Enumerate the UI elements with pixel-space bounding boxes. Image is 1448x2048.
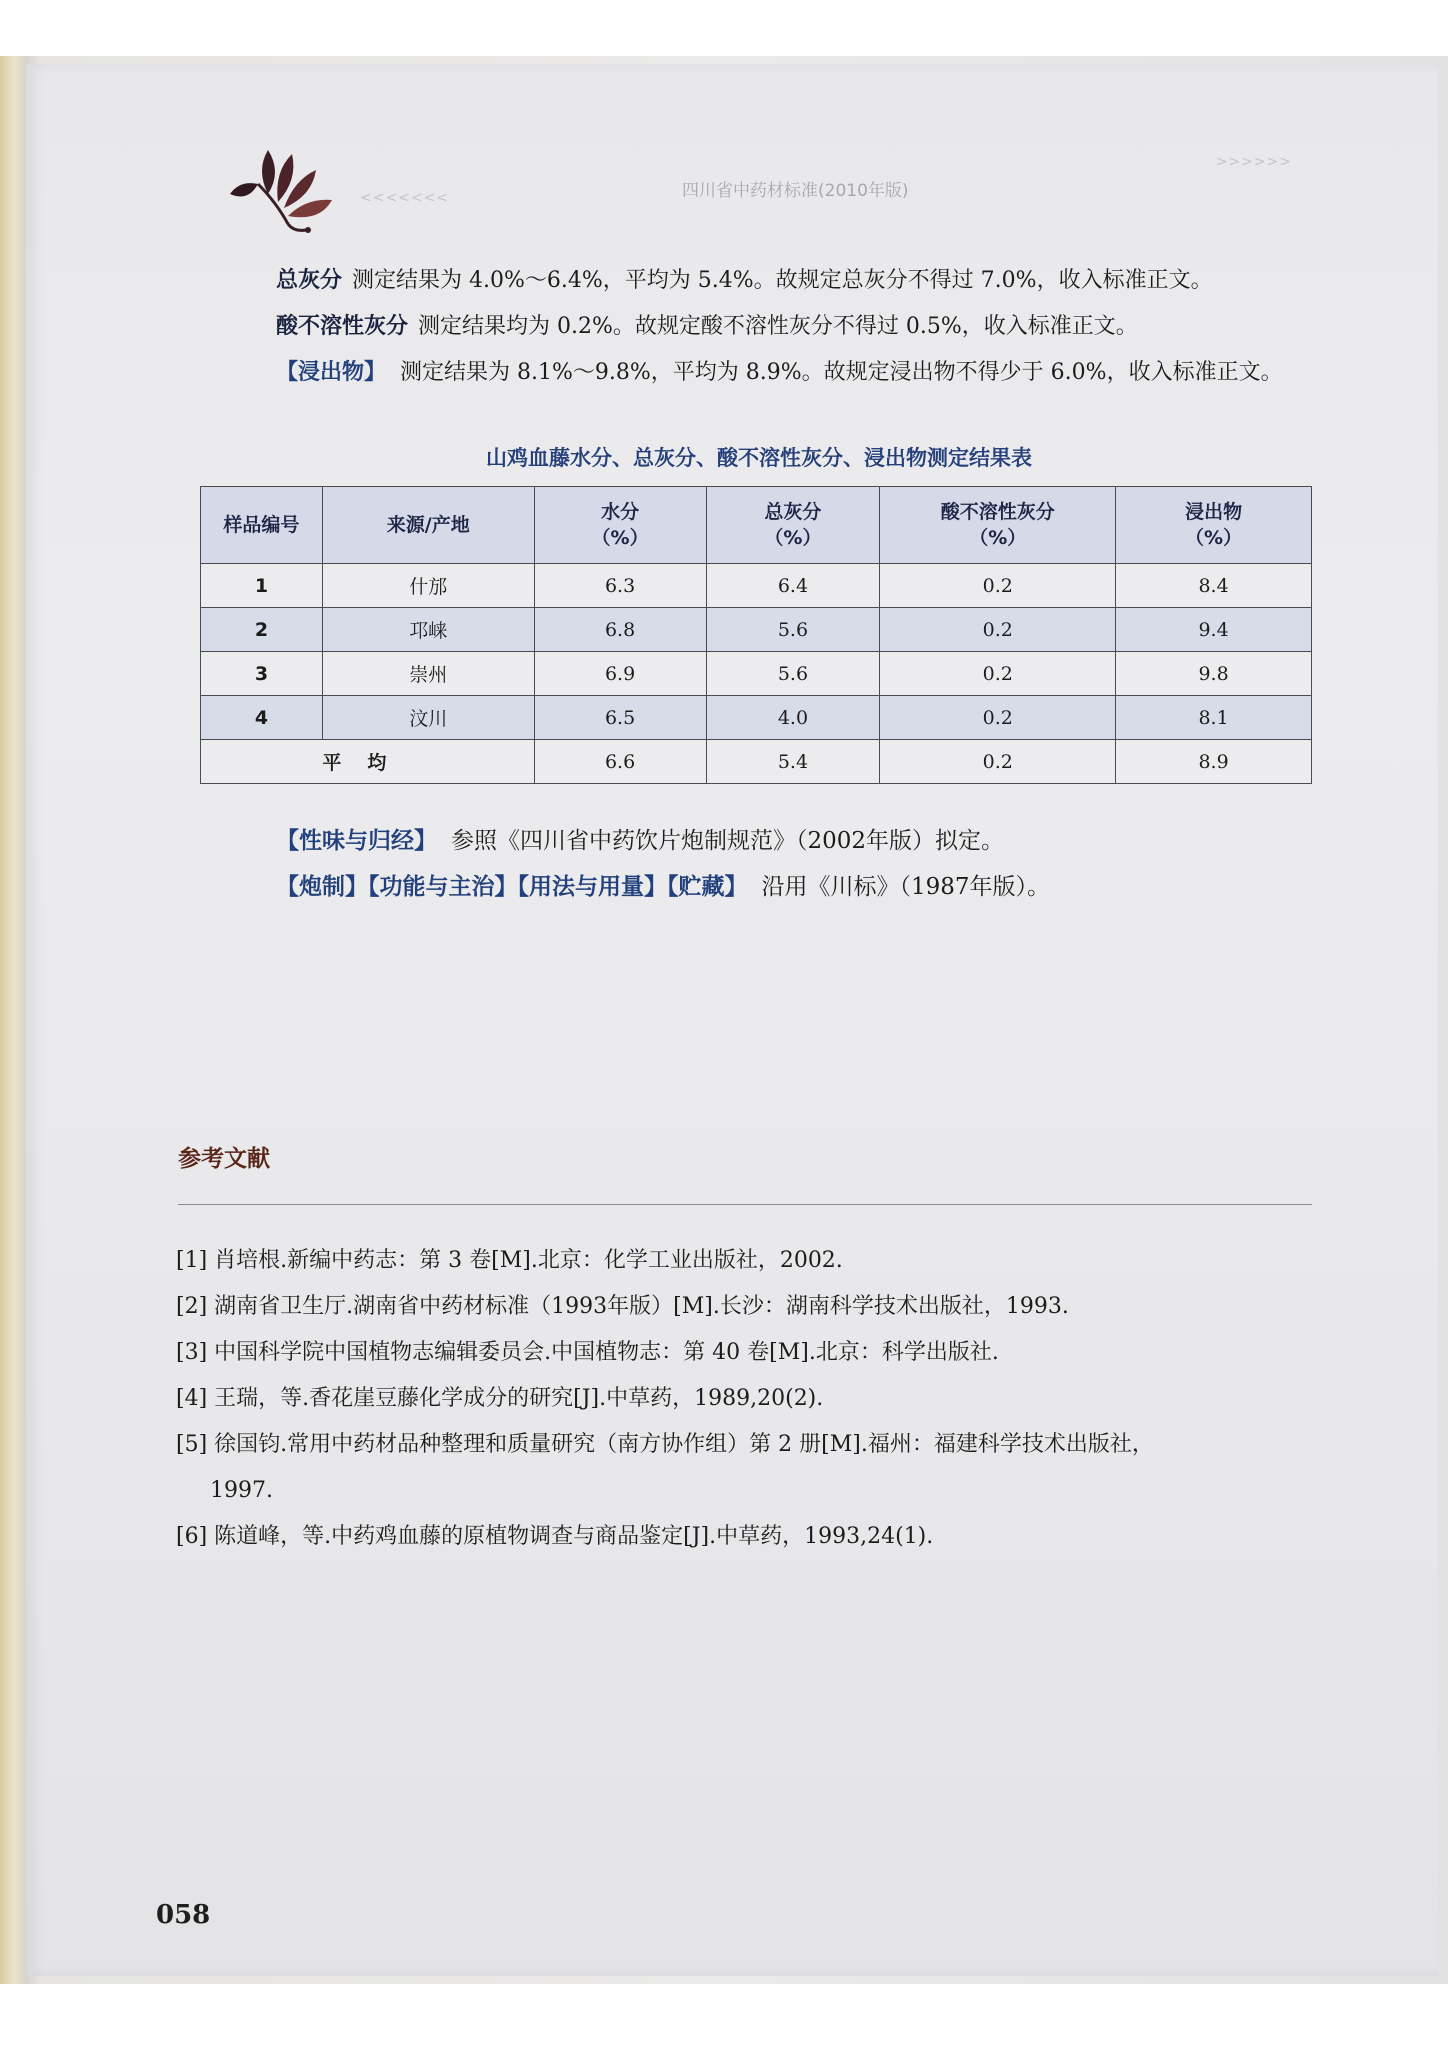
extract-cell: 8.4 [1116, 564, 1312, 608]
extract-cell: 9.8 [1116, 652, 1312, 696]
leaf-logo-icon [228, 132, 348, 242]
origin-cell: 邛崃 [322, 608, 534, 652]
extract-cell: 8.1 [1116, 696, 1312, 740]
column-header: 总灰分 （%） [706, 487, 880, 564]
origin-cell: 崇州 [322, 652, 534, 696]
column-header: 来源/产地 [322, 487, 534, 564]
results-table [200, 486, 1312, 784]
sample-id-cell: 3 [201, 652, 323, 696]
column-header: 浸出物 （%） [1116, 487, 1312, 564]
sample-id-cell: 4 [201, 696, 323, 740]
decorative-chevrons-left: <<<<<<< [360, 190, 450, 206]
sample-id-cell: 2 [201, 608, 323, 652]
acid-ash-cell: 0.2 [880, 608, 1116, 652]
paragraph-total-ash [214, 260, 1304, 302]
reference-item: [6] 陈道峰，等.中药鸡血藤的原植物调查与商品鉴定[J].中草药，1993,24(1). [176, 1524, 934, 1549]
origin-cell: 汶川 [322, 696, 534, 740]
acid-ash-cell: 0.2 [880, 564, 1116, 608]
column-header: 样品编号 [201, 487, 323, 564]
reference-item: [5] 徐国钧.常用中药材品种整理和质量研究（南方协作组）第 2 册[M].福州：福建科学技术出版社， 1997. [176, 1422, 1316, 1514]
moisture-cell: 6.6 [534, 740, 706, 784]
extract-cell: 8.9 [1116, 740, 1312, 784]
paragraph-text: 测定结果均为 0.2%。故规定酸不溶性灰分不得过 0.5%，收入标准正文。 [418, 314, 1138, 339]
ash-cell: 4.0 [706, 696, 880, 740]
table-title: 山鸡血藤水分、总灰分、酸不溶性灰分、浸出物测定结果表 [486, 446, 1032, 470]
term-label: 总灰分 [276, 268, 343, 293]
reference-continuation: 1997. [210, 1478, 273, 1503]
ash-cell: 5.6 [706, 608, 880, 652]
running-head: 四川省中药材标准(2010年版) [682, 181, 909, 201]
ash-cell: 5.6 [706, 652, 880, 696]
reference-item: [3] 中国科学院中国植物志编辑委员会.中国植物志：第 40 卷[M].北京：科学出版社. [176, 1340, 999, 1365]
section-text: 沿用《川标》（1987年版）。 [761, 874, 1051, 900]
section-text: 参照《四川省中药饮片炮制规范》（2002年版）拟定。 [451, 828, 1005, 854]
moisture-cell: 6.5 [534, 696, 706, 740]
page-header [228, 132, 1308, 242]
references-divider [178, 1204, 1312, 1205]
page-number: 058 [156, 1900, 211, 1930]
sections-block [214, 818, 1304, 910]
column-header: 酸不溶性灰分 （%） [880, 487, 1116, 564]
reference-item: [1] 肖培根.新编中药志：第 3 卷[M].北京：化学工业出版社，2002. [176, 1248, 843, 1273]
term-label: 【浸出物】 [276, 360, 387, 385]
table-row [201, 652, 1312, 696]
references-heading: 参考文献 [178, 1146, 270, 1172]
section-terms: 【炮制】【功能与主治】【用法与用量】【贮藏】 [276, 874, 748, 900]
sample-id-cell: 1 [201, 564, 323, 608]
paragraph-text: 测定结果为 4.0%～6.4%，平均为 5.4%。故规定总灰分不得过 7.0%，收入标准正文。 [352, 268, 1213, 293]
section-terms: 【性味与归经】 [276, 828, 437, 854]
reference-item: [2] 湖南省卫生厅.湖南省中药材标准（1993年版）[M].长沙：湖南科学技术出版社，1993. [176, 1294, 1069, 1319]
paragraph-extract [214, 352, 1304, 394]
moisture-cell: 6.9 [534, 652, 706, 696]
table-row [201, 564, 1312, 608]
section-processing-usage [214, 864, 1304, 910]
table-average-row [201, 740, 1312, 784]
extract-cell: 9.4 [1116, 608, 1312, 652]
table-row [201, 608, 1312, 652]
ash-cell: 5.4 [706, 740, 880, 784]
acid-ash-cell: 0.2 [880, 740, 1116, 784]
paragraph-acid-insoluble-ash [214, 306, 1304, 348]
main-content [214, 260, 1304, 910]
ash-cell: 6.4 [706, 564, 880, 608]
moisture-cell: 6.3 [534, 564, 706, 608]
section-flavor-meridian [214, 818, 1304, 864]
references-list [176, 1238, 1316, 1560]
table-header-row [201, 487, 1312, 564]
average-label-cell: 平均 [201, 740, 535, 784]
decorative-chevrons-right: >>>>>> [1215, 154, 1292, 170]
acid-ash-cell: 0.2 [880, 652, 1116, 696]
paragraph-text: 测定结果为 8.1%～9.8%，平均为 8.9%。故规定浸出物不得少于 6.0%，收入标准正文。 [400, 360, 1283, 385]
acid-ash-cell: 0.2 [880, 696, 1116, 740]
term-label: 酸不溶性灰分 [276, 314, 409, 339]
reference-item: [4] 王瑞，等.香花崖豆藤化学成分的研究[J].中草药，1989,20(2). [176, 1386, 824, 1411]
table-row [201, 696, 1312, 740]
moisture-cell: 6.8 [534, 608, 706, 652]
column-header: 水分 （%） [534, 487, 706, 564]
origin-cell: 什邡 [322, 564, 534, 608]
